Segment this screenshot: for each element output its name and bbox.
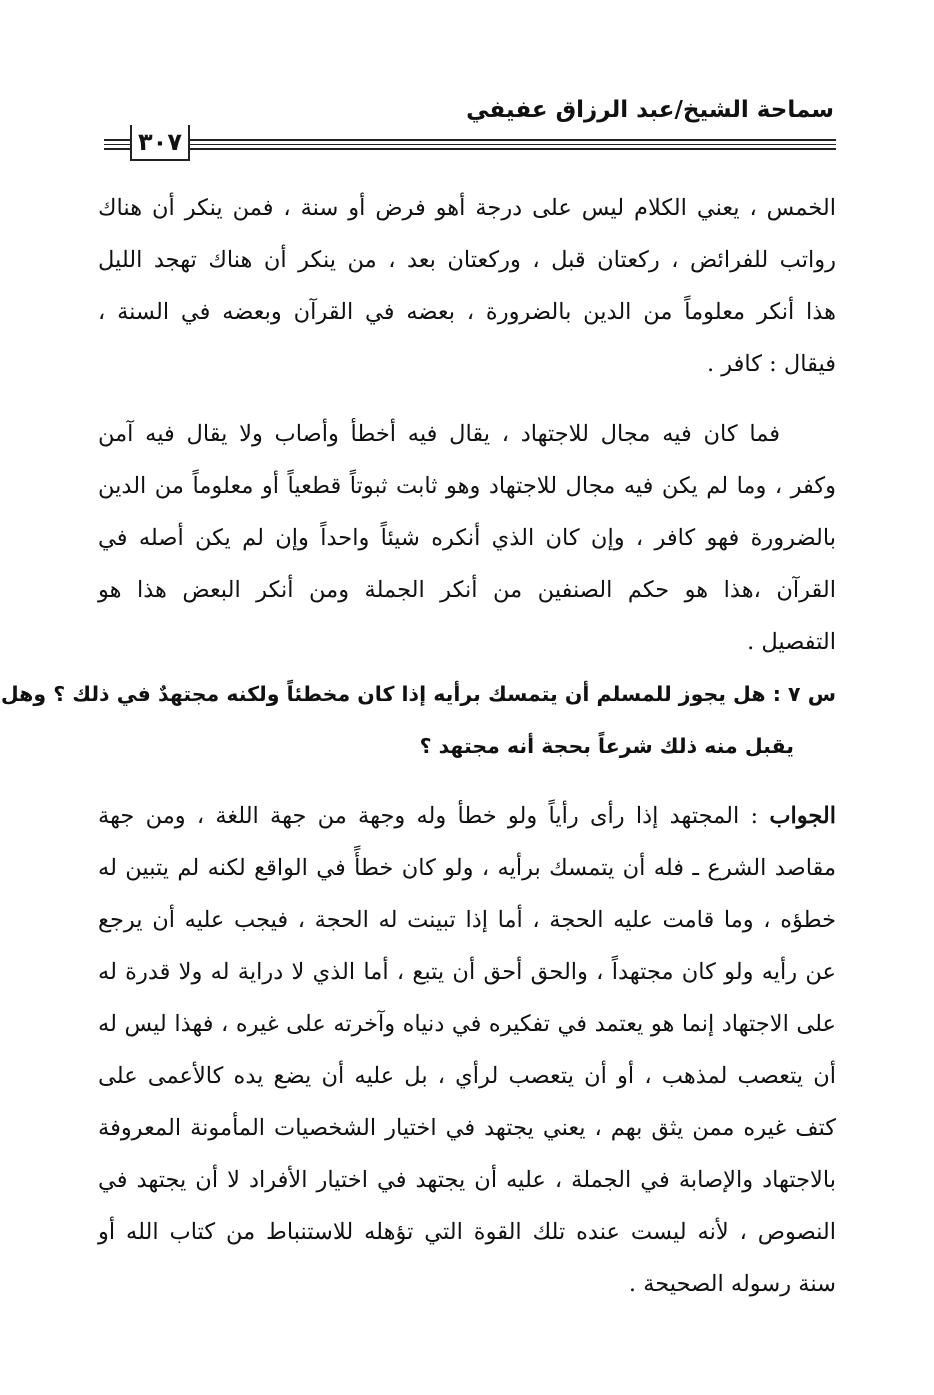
header-rule xyxy=(190,139,836,141)
question-block xyxy=(0,668,836,772)
text-line: سنة رسوله الصحيحة . xyxy=(628,1271,836,1297)
text-line: فما كان فيه مجال للاجتهاد ، يقال فيه أخطأ وأصاب ولا يقال فيه آمن xyxy=(98,421,780,447)
running-header-title: سماحة الشيخ/عبد الرزاق عفيفي xyxy=(466,97,834,123)
question-line: س ٧ : هل يجوز للمسلم أن يتمسك برأيه إذا كان مخطئاً ولكنه مجتهدٌ في ذلك ؟ وهل xyxy=(0,682,836,706)
paragraph-2 xyxy=(98,408,836,668)
text-line: بالضرورة فهو كافر ، وإن كان الذي أنكره شيئاً واحداً وإن لم يكن أصله في xyxy=(98,525,836,551)
text-line: الخمس ، يعني الكلام ليس على درجة أهو فرض أو سنة ، فمن ينكر أن هناك xyxy=(98,195,836,221)
text-line: مقاصد الشرع ـ فله أن يتمسك برأيه ، ولو كان خطأً في الواقع لكنه لم يتبين له xyxy=(98,855,836,881)
page-number: ٣٠٧ xyxy=(130,125,190,161)
header-rule-left xyxy=(104,144,130,145)
answer-first-line xyxy=(98,790,836,842)
answer-block xyxy=(98,790,836,1310)
text-line: بالاجتهاد والإصابة في الجملة ، عليه أن يجتهد في اختيار الأفراد لا أن يجتهد في xyxy=(98,1167,836,1193)
text-line: خطؤه ، وما قامت عليه الحجة ، أما إذا تبينت له الحجة ، فيجب عليه أن يرجع xyxy=(98,907,836,933)
text-line: هذا أنكر معلوماً من الدين بالضرورة ، بعضه في القرآن وبعضه في السنة ، xyxy=(98,299,836,325)
text-line: عن رأيه ولو كان مجتهداً ، والحق أحق أن يتبع ، أما الذي لا دراية له ولا قدرة له xyxy=(98,959,836,985)
header-rule-left xyxy=(104,148,130,150)
text-line: أن يتعصب لمذهب ، أو أن يتعصب لرأي ، بل عليه أن يضع يده كالأعمى على xyxy=(98,1063,836,1089)
question-line: يقبل منه ذلك شرعاً بحجة أنه مجتهد ؟ xyxy=(419,734,794,758)
text-line: على الاجتهاد إنما هو يعتمد في تفكيره في دنياه وآخرته على غيره ، فهذا ليس له xyxy=(98,1011,836,1037)
text-line: التفصيل . xyxy=(747,629,836,655)
answer-first-text: : المجتهد إذا رأى رأياً ولو خطأ وله وجهة من جهة اللغة ، ومن جهة xyxy=(98,803,770,829)
text-line: النصوص ، لأنه ليست عنده تلك القوة التي تؤهله للاستنباط من كتاب الله أو xyxy=(98,1219,836,1245)
header-rule xyxy=(190,144,836,145)
text-line: كتف غيره ممن يثق بهم ، يعني يجتهد في اختيار الشخصيات المأمونة المعروفة xyxy=(98,1115,836,1141)
page-body xyxy=(0,182,836,1310)
paragraph-1 xyxy=(98,182,836,390)
header-rule xyxy=(190,148,836,150)
header-rule-left xyxy=(104,139,130,141)
text-line: وكفر ، وما لم يكن فيه مجال للاجتهاد وهو ثابت ثبوتاً قطعياً أو معلوماً من الدين xyxy=(98,473,836,499)
text-line: فيقال : كافر . xyxy=(706,351,836,377)
answer-label: الجواب xyxy=(769,803,836,829)
text-line: القرآن ،هذا هو حكم الصنفين من أنكر الجملة ومن أنكر البعض هذا هو xyxy=(98,577,836,603)
text-line: رواتب للفرائض ، ركعتان قبل ، وركعتان بعد ، من ينكر أن هناك تهجد الليل xyxy=(98,247,836,273)
